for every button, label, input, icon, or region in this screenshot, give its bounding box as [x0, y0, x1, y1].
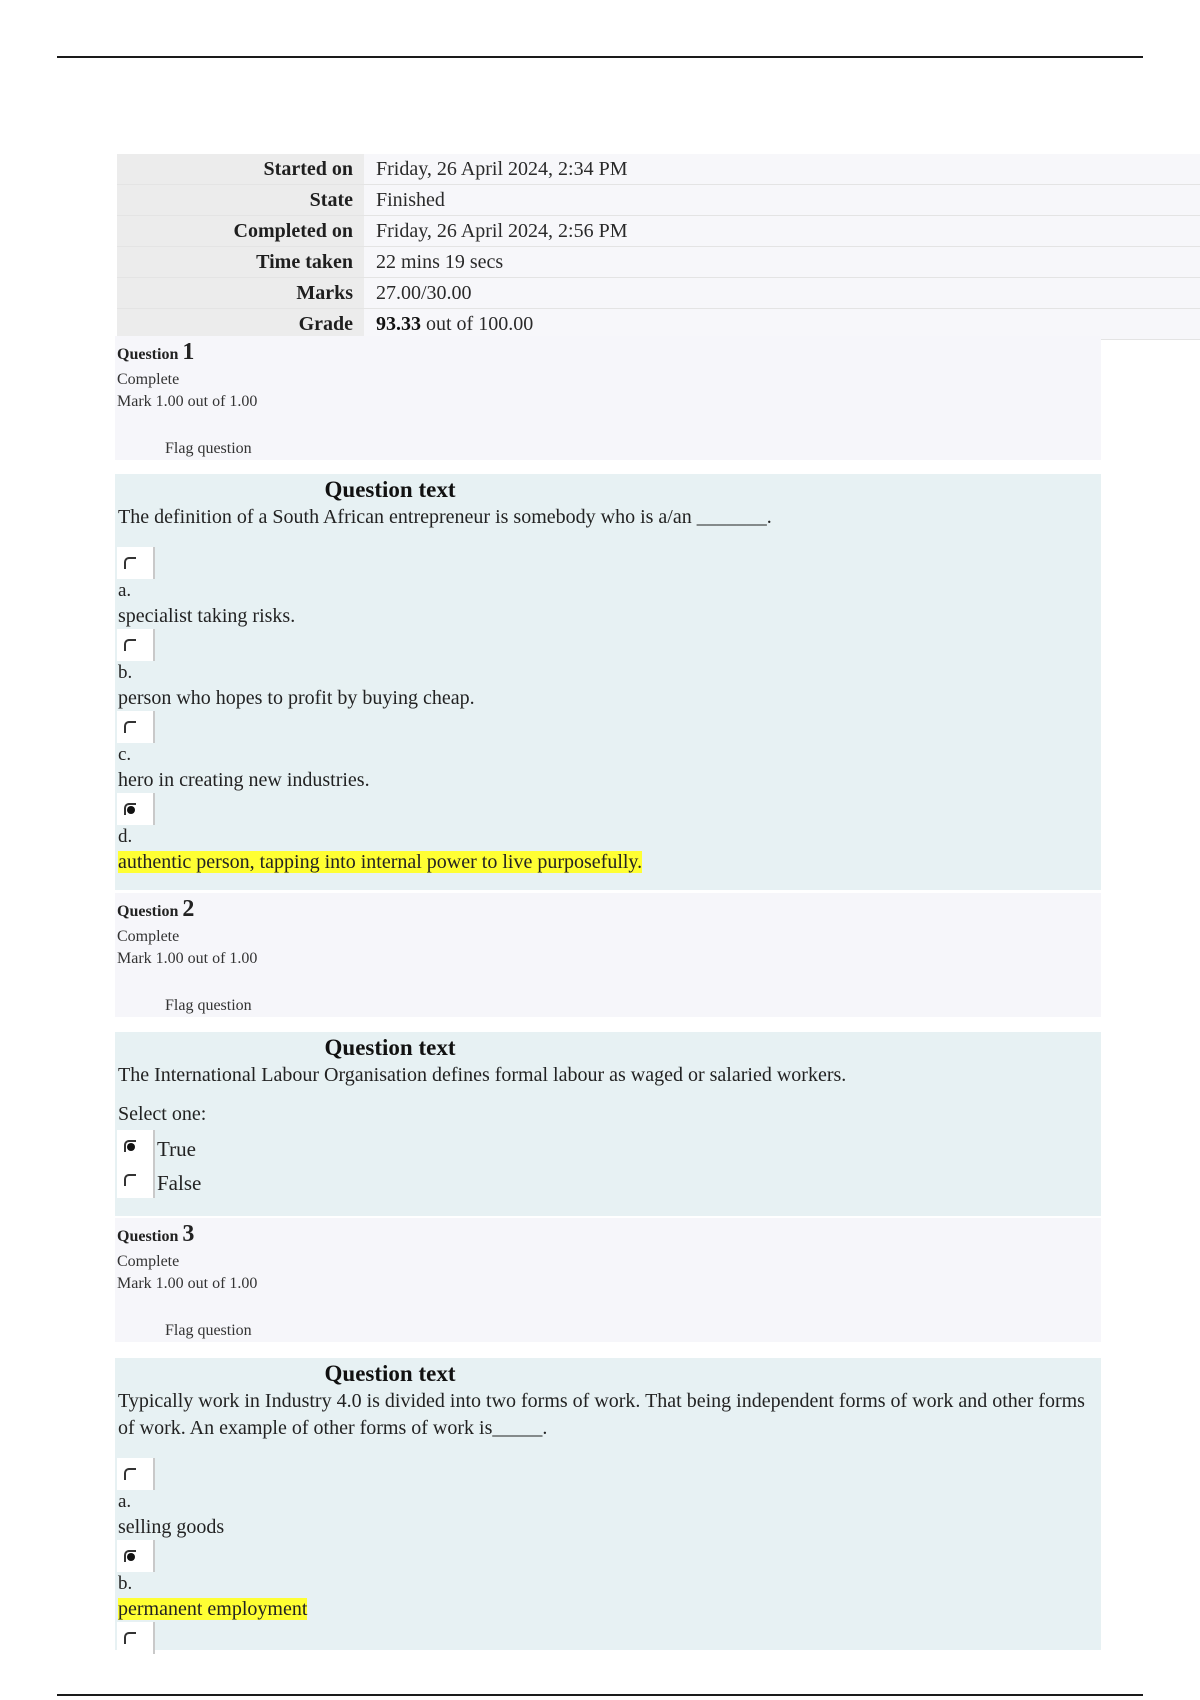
- summary-row-marks: [117, 278, 1200, 309]
- attempt-summary-table: [117, 154, 1200, 340]
- radio-wrapper: [117, 547, 155, 579]
- summary-row-state: [117, 185, 1200, 216]
- option-text: False: [157, 1171, 202, 1195]
- answer-option-a[interactable]: [115, 547, 1101, 629]
- radio-button[interactable]: [124, 639, 136, 651]
- question-1-content: [115, 474, 1101, 890]
- answer-option-true[interactable]: [115, 1130, 1101, 1164]
- summary-value: Finished: [364, 185, 1200, 215]
- question-number-value: 1: [182, 339, 195, 365]
- question-number-value: 2: [182, 896, 195, 922]
- radio-button[interactable]: [124, 1632, 136, 1644]
- summary-value: 27.00/30.00: [364, 278, 1200, 308]
- selected-answer-highlight: permanent employment: [118, 1598, 308, 1620]
- select-one-label: Select one:: [118, 1103, 207, 1125]
- summary-label: State: [117, 185, 364, 215]
- summary-value: [364, 309, 1200, 339]
- radio-wrapper: [117, 711, 155, 743]
- question-mark: Mark 1.00 out of 1.00: [117, 950, 258, 967]
- summary-row-started: [117, 154, 1200, 185]
- option-text: [115, 849, 1101, 875]
- radio-wrapper: [117, 1622, 155, 1654]
- option-letter: d.: [118, 826, 133, 847]
- radio-wrapper: [117, 1540, 155, 1572]
- question-2-info: [115, 893, 1101, 1017]
- flag-question-link[interactable]: Flag question: [165, 997, 252, 1014]
- radio-button[interactable]: [124, 1468, 136, 1480]
- option-letter: a.: [118, 1491, 132, 1512]
- question-mark: Mark 1.00 out of 1.00: [117, 1275, 258, 1292]
- top-rule: [57, 56, 1143, 58]
- radio-wrapper: [117, 793, 155, 825]
- option-text: person who hopes to profit by buying cheap.: [118, 687, 475, 709]
- radio-button[interactable]: [124, 721, 136, 733]
- summary-value: Friday, 26 April 2024, 2:56 PM: [364, 216, 1200, 246]
- summary-row-time-taken: [117, 247, 1200, 278]
- summary-label: Started on: [117, 154, 364, 184]
- option-text: True: [157, 1137, 196, 1161]
- summary-label: Marks: [117, 278, 364, 308]
- question-text: The definition of a South African entrepreneur is somebody who is a/an _______.: [118, 506, 772, 528]
- question-3-info: [115, 1218, 1101, 1342]
- question-1-info: [115, 336, 1101, 460]
- question-number: [115, 895, 1101, 926]
- answer-option-d[interactable]: [115, 793, 1101, 875]
- option-letter: b.: [118, 1573, 133, 1594]
- question-label: Question: [117, 346, 179, 363]
- question-status: Complete: [117, 1253, 180, 1270]
- answer-option-c[interactable]: [115, 1622, 1101, 1654]
- summary-value: Friday, 26 April 2024, 2:34 PM: [364, 154, 1200, 184]
- radio-wrapper: [117, 1458, 155, 1490]
- option-text: [115, 1596, 1101, 1622]
- summary-label: Grade: [117, 309, 364, 339]
- radio-wrapper: [117, 1130, 155, 1164]
- option-letter: a.: [118, 580, 132, 601]
- question-text-heading: Question text: [324, 1361, 456, 1386]
- option-text: selling goods: [118, 1516, 225, 1538]
- option-text: hero in creating new industries.: [118, 769, 370, 791]
- question-label: Question: [117, 903, 179, 920]
- summary-label: Completed on: [117, 216, 364, 246]
- answer-option-c[interactable]: [115, 711, 1101, 793]
- radio-button-selected[interactable]: [124, 1550, 136, 1562]
- question-text-heading: Question text: [324, 477, 456, 502]
- summary-label: Time taken: [117, 247, 364, 277]
- question-status: Complete: [117, 928, 180, 945]
- radio-wrapper: [117, 629, 155, 661]
- summary-value: 22 mins 19 secs: [364, 247, 1200, 277]
- question-text: The International Labour Organisation defines formal labour as waged or salaried workers.: [118, 1064, 847, 1086]
- selected-answer-highlight: authentic person, tapping into internal power to live purposefully.: [118, 851, 643, 873]
- question-text-heading: Question text: [324, 1035, 456, 1060]
- radio-button[interactable]: [124, 1174, 136, 1186]
- radio-wrapper: [117, 1164, 155, 1198]
- grade-out-of: out of 100.00: [421, 313, 534, 335]
- question-mark: Mark 1.00 out of 1.00: [117, 393, 258, 410]
- radio-button-selected[interactable]: [124, 803, 136, 815]
- question-text: Typically work in Industry 4.0 is divided into two forms of work. That being independent forms of work and other forms of work. An example of other forms of work is_____.: [118, 1390, 1085, 1439]
- radio-button[interactable]: [124, 557, 136, 569]
- answer-option-a[interactable]: [115, 1458, 1101, 1540]
- bottom-rule: [57, 1694, 1143, 1696]
- question-2-content: [115, 1032, 1101, 1216]
- question-3-content: [115, 1358, 1101, 1650]
- option-letter: c.: [118, 744, 132, 765]
- flag-question-link[interactable]: Flag question: [165, 440, 252, 457]
- question-number: [115, 338, 1101, 369]
- question-label: Question: [117, 1228, 179, 1245]
- answer-option-b[interactable]: [115, 629, 1101, 711]
- question-status: Complete: [117, 371, 180, 388]
- answer-option-false[interactable]: [115, 1164, 1101, 1198]
- option-text: specialist taking risks.: [118, 605, 296, 627]
- summary-row-completed: [117, 216, 1200, 247]
- option-letter: b.: [118, 662, 133, 683]
- flag-question-link[interactable]: Flag question: [165, 1322, 252, 1339]
- grade-value: 93.33: [376, 313, 421, 335]
- radio-button-selected[interactable]: [124, 1140, 136, 1152]
- answer-option-b[interactable]: [115, 1540, 1101, 1622]
- question-number: [115, 1220, 1101, 1251]
- question-number-value: 3: [182, 1221, 195, 1247]
